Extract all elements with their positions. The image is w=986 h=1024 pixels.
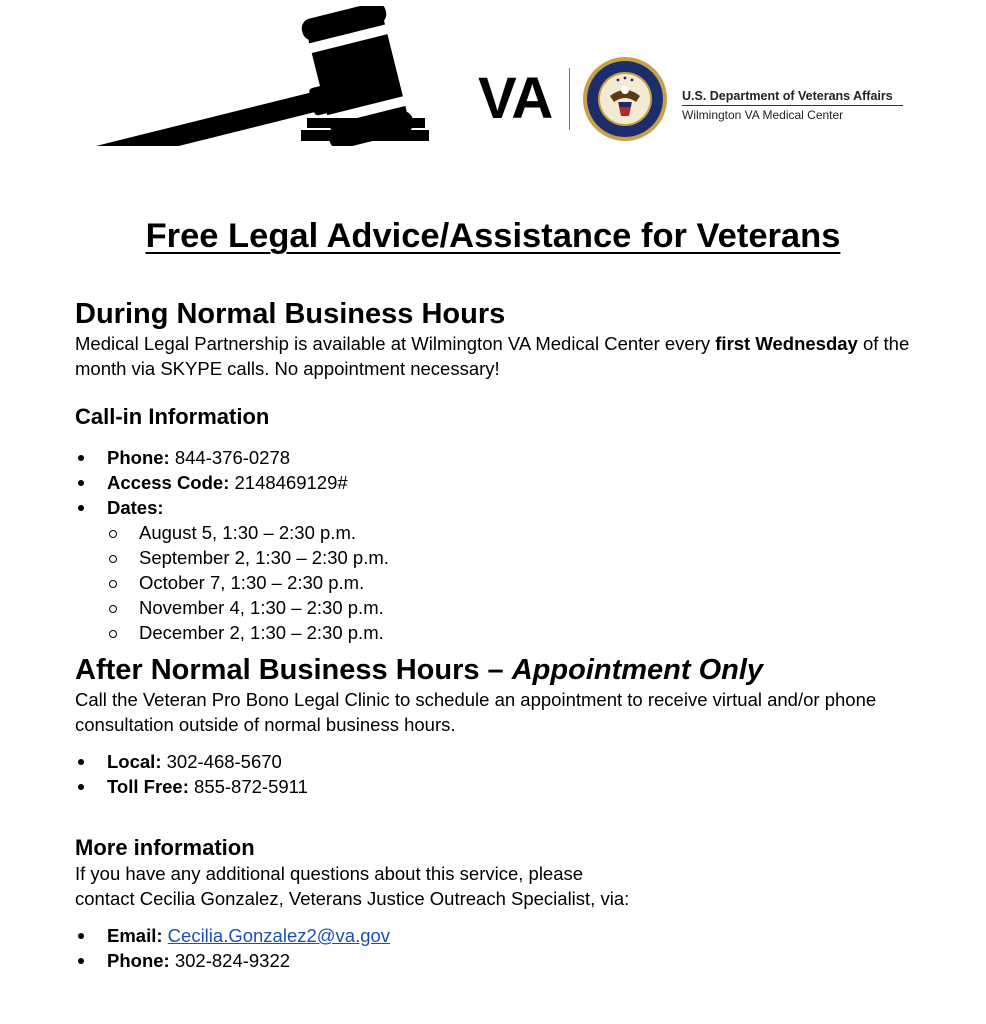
page-title: Free Legal Advice/Assistance for Veterans <box>145 217 841 255</box>
normal-hours-section <box>75 297 946 381</box>
phone-label: Phone: <box>107 447 170 468</box>
department-label <box>682 89 903 122</box>
after-hours-section <box>75 653 946 799</box>
list-item-access-code <box>75 470 946 495</box>
normal-hours-heading: During Normal Business Hours <box>75 298 506 330</box>
after-hours-list <box>75 749 946 799</box>
list-item-dates <box>75 495 946 645</box>
email-label: Email: <box>107 925 163 946</box>
access-code-value: 2148469129# <box>234 472 348 493</box>
appointment-only-text: Appointment Only <box>511 654 764 686</box>
toll-free-value: 855-872-5911 <box>194 776 308 797</box>
date-item: November 4, 1:30 – 2:30 p.m. <box>107 595 946 620</box>
list-item-phone <box>75 445 946 470</box>
date-item: December 2, 1:30 – 2:30 p.m. <box>107 620 946 645</box>
callin-list <box>75 445 946 645</box>
date-item: September 2, 1:30 – 2:30 p.m. <box>107 545 946 570</box>
va-wordmark: VA <box>478 66 553 131</box>
more-info-heading: More information <box>75 835 255 860</box>
department-rule <box>682 105 903 106</box>
normal-hours-intro <box>75 331 946 381</box>
dates-label: Dates: <box>107 497 164 518</box>
callin-heading: Call-in Information <box>75 404 270 429</box>
contact-phone-value: 302-824-9322 <box>174 950 291 971</box>
date-item: August 5, 1:30 – 2:30 p.m. <box>107 520 946 545</box>
local-label: Local: <box>107 751 162 772</box>
list-item-email <box>75 923 946 948</box>
access-code-label: Access Code: <box>107 472 230 493</box>
list-item-toll-free <box>75 774 946 799</box>
medical-center-name: Wilmington VA Medical Center <box>682 108 844 122</box>
department-name: U.S. Department of Veterans Affairs <box>682 89 893 103</box>
list-item-local <box>75 749 946 774</box>
phone-value: 844-376-0278 <box>174 447 291 468</box>
list-item-contact-phone <box>75 948 946 973</box>
toll-free-label: Toll Free: <box>107 776 189 797</box>
more-info-line-2: contact Cecilia Gonzalez, Veterans Justice Outreach Specialist, via: <box>75 888 630 909</box>
gavel-icon <box>74 6 434 146</box>
local-value: 302-468-5670 <box>166 751 282 772</box>
after-hours-heading <box>75 653 946 687</box>
more-info-line-1: If you have any additional questions about this service, please <box>75 863 584 884</box>
contact-phone-label: Phone: <box>107 950 170 971</box>
email-link[interactable]: Cecilia.Gonzalez2@va.gov <box>167 925 391 946</box>
date-item: October 7, 1:30 – 2:30 p.m. <box>107 570 946 595</box>
contact-list <box>75 923 946 973</box>
after-hours-intro: Call the Veteran Pro Bono Legal Clinic to schedule an appointment to receive virtual and/or phone consultation outside of normal business hours. <box>75 689 877 735</box>
intro-text-end: of the month via SKYPE calls. No appointment necessary! <box>75 333 910 379</box>
logo-divider <box>569 68 570 130</box>
more-info-section <box>75 835 946 973</box>
va-seal-icon <box>582 56 668 142</box>
callin-section <box>75 404 946 645</box>
intro-text-bold: first Wednesday <box>715 333 858 354</box>
after-hours-heading-text: After Normal Business Hours – <box>75 654 512 686</box>
intro-text-start: Medical Legal Partnership is available at Wilmington VA Medical Center every <box>75 333 716 354</box>
dates-list <box>107 520 946 645</box>
